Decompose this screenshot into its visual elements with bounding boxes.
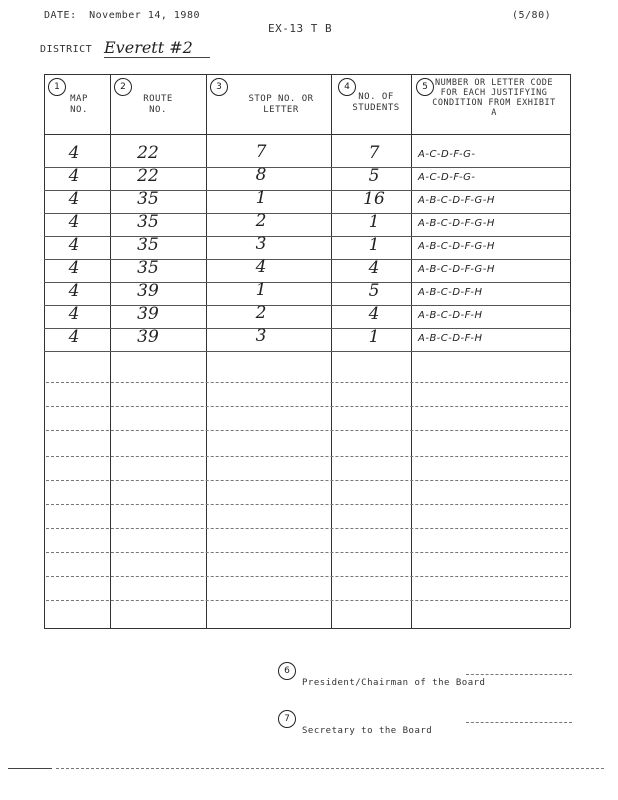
- district-label: DISTRICT: [40, 44, 93, 55]
- footer-rule-dashed: [56, 768, 604, 769]
- route-no-cell: 39: [137, 281, 159, 301]
- route-no-cell: 22: [137, 166, 159, 186]
- col-4-number: 4: [338, 78, 356, 96]
- students-cell: 4: [368, 304, 380, 324]
- students-cell: 5: [368, 281, 380, 301]
- stop-no-cell: 4: [255, 257, 267, 277]
- header-bottom-border: [44, 134, 570, 135]
- condition-codes-cell: A-B-C-D-F-G-H: [418, 264, 495, 275]
- col-1-heading: MAP NO.: [70, 94, 88, 115]
- blank-row-rule: [46, 406, 568, 407]
- signature-2-label: Secretary to the Board: [302, 726, 433, 736]
- stop-no-cell: 2: [255, 303, 267, 323]
- footer-rule-solid: [8, 768, 52, 769]
- students-cell: 5: [368, 166, 380, 186]
- condition-codes-cell: A-C-D-F-G-: [418, 172, 476, 183]
- route-no-cell: 39: [137, 304, 159, 324]
- blank-row-rule: [46, 552, 568, 553]
- map-no-cell: 4: [68, 304, 80, 324]
- stop-no-cell: 1: [255, 280, 267, 300]
- map-no-cell: 4: [68, 258, 80, 278]
- students-cell: 1: [368, 327, 380, 347]
- stop-no-cell: 8: [255, 165, 267, 185]
- stop-no-cell: 3: [255, 234, 267, 254]
- row-rule: [44, 351, 570, 352]
- map-no-cell: 4: [68, 327, 80, 347]
- date-line: [44, 10, 200, 21]
- condition-codes-cell: A-B-C-D-F-G-H: [418, 218, 495, 229]
- blank-row-rule: [46, 430, 568, 431]
- page-code: (5/80): [512, 10, 552, 21]
- stop-no-cell: 7: [255, 142, 267, 162]
- signature-2-line: [466, 722, 572, 723]
- blank-row-rule: [46, 576, 568, 577]
- route-no-cell: 35: [137, 235, 159, 255]
- students-cell: 1: [368, 212, 380, 232]
- students-cell: 4: [368, 258, 380, 278]
- blank-row-rule: [46, 480, 568, 481]
- signature-1-line: [466, 674, 572, 675]
- route-no-cell: 22: [137, 143, 159, 163]
- map-no-cell: 4: [68, 281, 80, 301]
- district-value: Everett #2: [104, 38, 210, 58]
- col-3-number: 3: [210, 78, 228, 96]
- col-5-heading: NUMBER OR LETTER CODE FOR EACH JUSTIFYING CONDITION FROM EXHIBIT A: [432, 78, 556, 118]
- exhibit-number: EX-13 T B: [268, 22, 333, 35]
- map-no-cell: 4: [68, 166, 80, 186]
- col-2-heading: ROUTE NO.: [143, 94, 173, 115]
- signature-1-label: President/Chairman of the Board: [302, 678, 486, 688]
- map-no-cell: 4: [68, 235, 80, 255]
- signature-2-number: 7: [278, 710, 296, 728]
- route-no-cell: 35: [137, 258, 159, 278]
- col-2-number: 2: [114, 78, 132, 96]
- blank-row-rule: [46, 600, 568, 601]
- date-label: DATE:: [44, 10, 77, 21]
- col-3-heading: STOP NO. OR LETTER: [248, 94, 314, 115]
- stop-no-cell: 1: [255, 188, 267, 208]
- condition-codes-cell: A-B-C-D-F-G-H: [418, 195, 495, 206]
- condition-codes-cell: A-B-C-D-F-G-H: [418, 241, 495, 252]
- col-1-number: 1: [48, 78, 66, 96]
- date-value: November 14, 1980: [89, 10, 200, 21]
- map-no-cell: 4: [68, 189, 80, 209]
- map-no-cell: 4: [68, 212, 80, 232]
- students-cell: 16: [363, 189, 385, 209]
- students-cell: 7: [368, 143, 380, 163]
- route-no-cell: 35: [137, 189, 159, 209]
- route-no-cell: 35: [137, 212, 159, 232]
- blank-row-rule: [46, 456, 568, 457]
- table-bottom-border: [44, 628, 570, 629]
- condition-codes-cell: A-C-D-F-G-: [418, 149, 476, 160]
- blank-row-rule: [46, 504, 568, 505]
- blank-row-rule: [46, 528, 568, 529]
- condition-codes-cell: A-B-C-D-F-H: [418, 287, 483, 298]
- map-no-cell: 4: [68, 143, 80, 163]
- blank-row-rule: [46, 382, 568, 383]
- route-no-cell: 39: [137, 327, 159, 347]
- col-4-heading: NO. OF STUDENTS: [352, 92, 400, 113]
- signature-1-number: 6: [278, 662, 296, 680]
- stop-no-cell: 2: [255, 211, 267, 231]
- col-5-number: 5: [416, 78, 434, 96]
- stop-no-cell: 3: [255, 326, 267, 346]
- table-right-border: [570, 74, 571, 628]
- condition-codes-cell: A-B-C-D-F-H: [418, 333, 483, 344]
- condition-codes-cell: A-B-C-D-F-H: [418, 310, 483, 321]
- table-top-border: [44, 74, 570, 75]
- students-cell: 1: [368, 235, 380, 255]
